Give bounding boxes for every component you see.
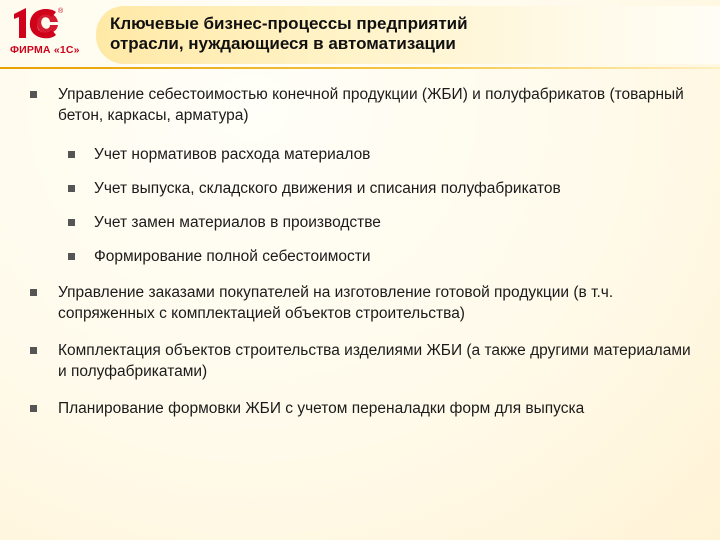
header (0, 0, 720, 66)
list-item (58, 282, 698, 324)
list-item (58, 398, 698, 419)
registered-mark: ® (58, 8, 64, 15)
header-divider (0, 67, 720, 69)
logo-1c-icon (6, 4, 92, 44)
page-title-line-2: отрасли, нуждающиеся в автоматизации (110, 34, 456, 53)
list-item-text: Учет замен материалов в производстве (94, 214, 381, 231)
logo-firm-name: ФИРМА «1С» (10, 44, 80, 56)
bullet-square-icon (68, 185, 75, 192)
list-item-text: Комплектация объектов строительства изделиями ЖБИ (а также другими материалами и полуфабрикатами) (58, 342, 691, 380)
list-item-text: Формирование полной себестоимости (94, 248, 371, 265)
bullet-square-icon (30, 405, 37, 412)
list-item-text: Планирование формовки ЖБИ с учетом переналадки форм для выпуска (58, 400, 585, 417)
list-item-text: Учет выпуска, складского движения и списания полуфабрикатов (94, 180, 561, 197)
page-title-line-1: Ключевые бизнес-процессы предприятий (110, 14, 468, 33)
page-title (110, 14, 710, 54)
list-item-text: Учет нормативов расхода материалов (94, 146, 371, 163)
list-item (94, 144, 704, 165)
list-item-text: Управление себестоимостью конечной продукции (ЖБИ) и полуфабрикатов (товарный бетон, каркасы, арматура) (58, 86, 684, 124)
bullet-square-icon (30, 91, 37, 98)
list-item (94, 212, 704, 233)
list-item (94, 178, 704, 199)
bullet-square-icon (30, 289, 37, 296)
list-item (94, 246, 704, 267)
company-logo (6, 4, 92, 62)
bullet-square-icon (68, 151, 75, 158)
list-item (58, 340, 698, 382)
bullet-square-icon (68, 219, 75, 226)
list-item (58, 84, 698, 126)
bullet-square-icon (68, 253, 75, 260)
list-item-text: Управление заказами покупателей на изготовление готовой продукции (в т.ч. сопряженных с комплектацией объектов строительства) (58, 284, 614, 322)
bullet-square-icon (30, 347, 37, 354)
